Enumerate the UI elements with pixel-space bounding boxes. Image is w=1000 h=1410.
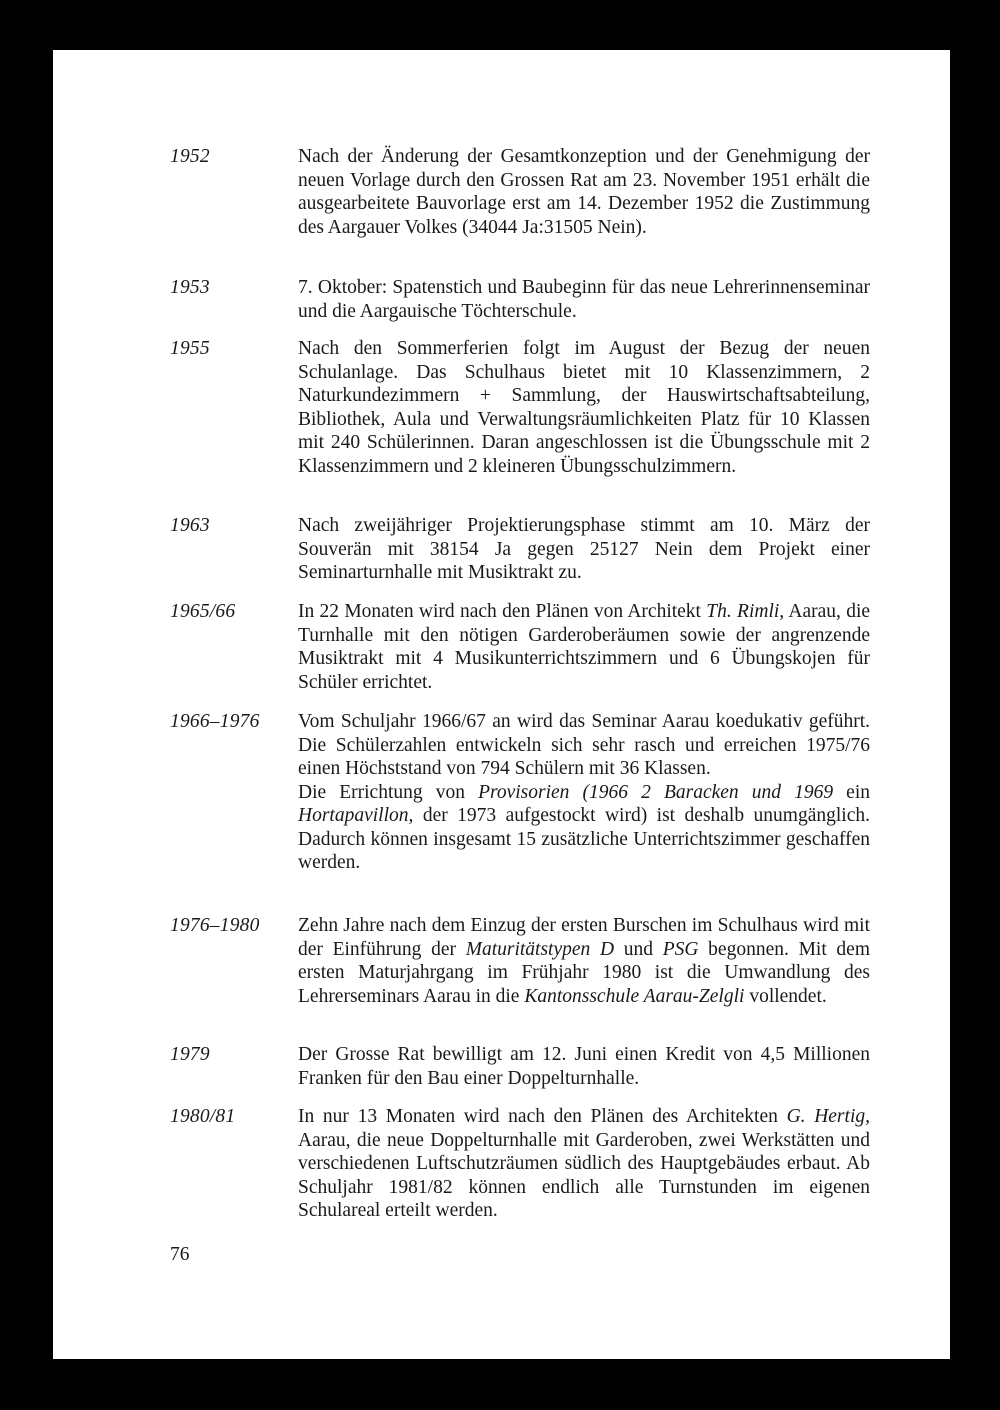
entry-year: 1980/81	[170, 1106, 236, 1127]
entry-year: 1966–1976	[170, 711, 260, 732]
entry-year: 1953	[170, 277, 210, 298]
document-page	[53, 50, 950, 1359]
entry-text: Nach zweijähriger Projektierungsphase stimmt am 10. März der Souverän mit 38154 Ja gegen 25127 Nein dem Projekt einer Seminarturnhalle mit Musiktrakt zu.	[298, 515, 870, 583]
entry-text: In nur 13 Monaten wird nach den Plänen des Architekten G. Hertig, Aarau, die neue Doppelturnhalle mit Garderoben, zwei Werkstätten und verschiedenen Luftschutzräumen südlich des Hauptgebäudes erbaut. Ab Schuljahr 1981/82 können endlich alle Turnstunden im eigenen Schulareal erteilt werden.	[298, 1106, 870, 1221]
architect-name: Th. Rimli,	[706, 601, 785, 622]
entry-paragraph: Vom Schuljahr 1966/67 an wird das Seminar Aarau koedukativ geführt. Die Schülerzahlen entwickeln sich sehr rasch und erreichen 1975/76 einen Höchststand von 794 Schülern mit 36 Klassen.	[298, 711, 870, 779]
entry-text: Zehn Jahre nach dem Einzug der ersten Burschen im Schulhaus wird mit der Einführung der Maturitätstypen D und PSG begonnen. Mit dem ersten Maturjahrgang im Frühjahr 1980 ist die Umwandlung des Lehrerseminars Aarau in die Kantonsschule Aarau-Zelgli vollendet.	[298, 915, 871, 1007]
entry-text: Nach der Änderung der Gesamtkonzeption und der Genehmigung der neuen Vorlage durch den Grossen Rat am 23. November 1951 erhält die ausgearbeitete Bauvorlage erst am 14. Dezember 1952 die Zustimmung des Aargauer Volkes (34044 Ja:31505 Nein).	[298, 146, 870, 238]
entry-year: 1976–1980	[170, 915, 260, 936]
page-number: 76	[170, 1244, 190, 1265]
entry-text	[298, 710, 870, 875]
entry-text: Nach den Sommerferien folgt im August der Bezug der neuen Schulanlage. Das Schulhaus bietet mit 10 Klassenzimmern, 2 Naturkundezimmern + Sammlung, der Hauswirtschaftsabteilung, Bibliothek, Aula und Verwaltungsräumlichkeiten Platz für 10 Klassen mit 240 Schülerinnen. Daran angeschlossen ist die Übungsschule mit 2 Klassenzimmern und 2 kleineren Übungsschulzimmern.	[298, 338, 870, 477]
entry-text: Der Grosse Rat bewilligt am 12. Juni einen Kredit von 4,5 Millionen Franken für den Bau einer Doppelturnhalle.	[298, 1044, 870, 1089]
entry-paragraph: Die Errichtung von Provisorien (1966 2 Baracken und 1969 ein Hortapavillon, der 1973 aufgestockt wird) ist deshalb unumgänglich. Dadurch können insgesamt 15 zusätzliche Unterrichtszimmer geschaffen werden.	[298, 781, 871, 873]
entry-text: In 22 Monaten wird nach den Plänen von Architekt Th. Rimli, Aarau, die Turnhalle mit den nötigen Garderoberäumen sowie der angrenzende Musiktrakt mit 4 Musikunterrichtszimmern und 6 Übungskojen für Schüler errichtet.	[298, 601, 871, 693]
entry-year: 1963	[170, 515, 210, 536]
entry-year: 1955	[170, 338, 210, 359]
entry-year: 1965/66	[170, 601, 236, 622]
entry-year: 1952	[170, 146, 210, 167]
entry-text: 7. Oktober: Spatenstich und Baubeginn für das neue Lehrerinnenseminar und die Aargauische Töchterschule.	[298, 277, 870, 322]
entry-year: 1979	[170, 1044, 210, 1065]
